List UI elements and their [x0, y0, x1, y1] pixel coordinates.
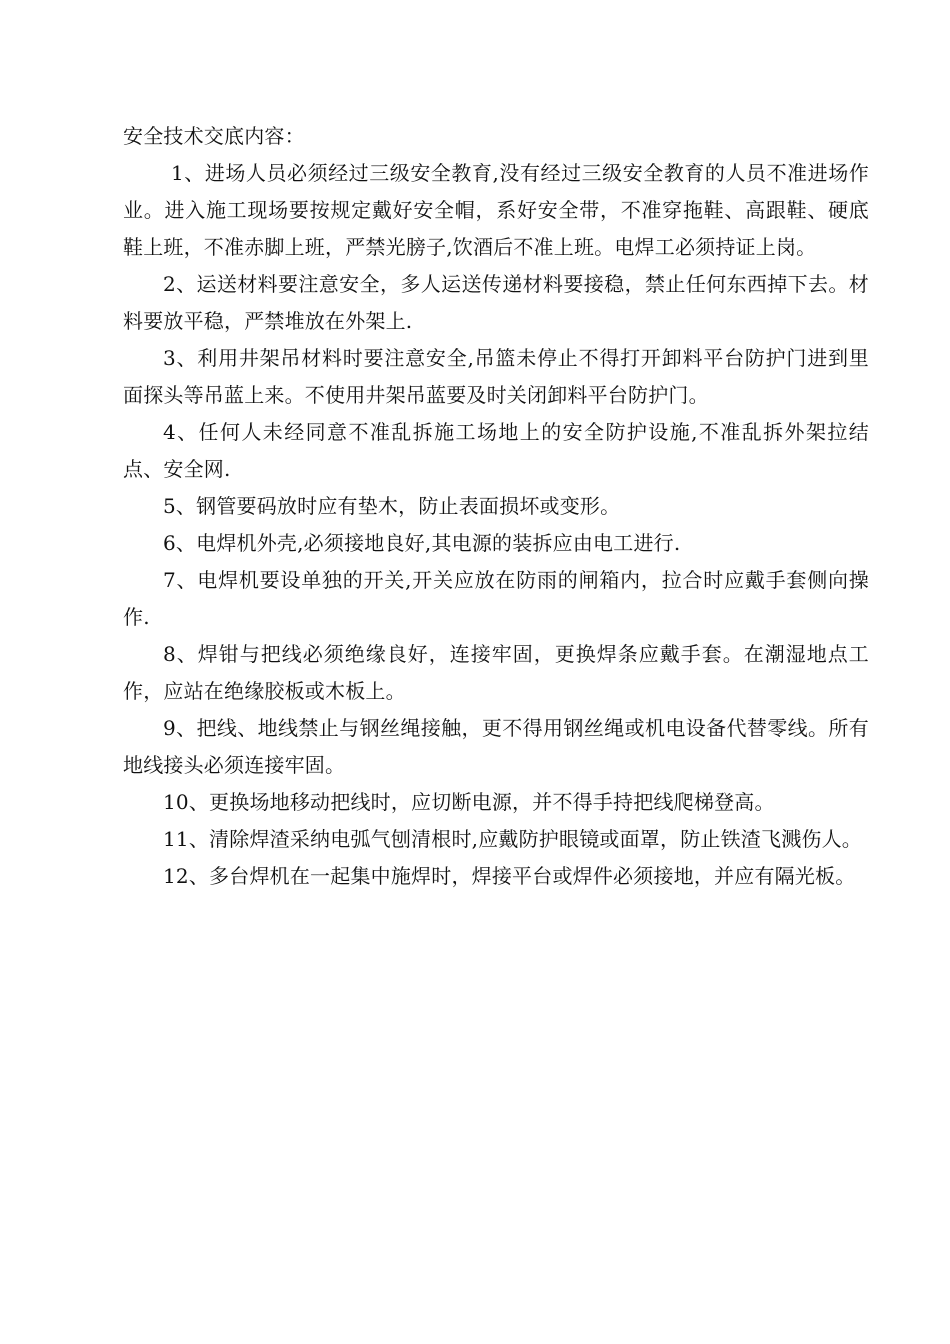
document-body	[123, 118, 869, 895]
paragraph-item-9: 9、把线、地线禁止与钢丝绳接触，更不得用钢丝绳或机电设备代替零线。所有地线接头必须连接牢固。	[123, 716, 869, 777]
paragraph-item-12: 12、多台焊机在一起集中施焊时，焊接平台或焊件必须接地，并应有隔光板。	[163, 864, 856, 888]
section-heading: 安全技术交底内容：	[123, 124, 305, 148]
paragraph-item-11: 11、清除焊渣采纳电弧气刨清根时,应戴防护眼镜或面罩，防止铁渣飞溅伤人。	[163, 827, 863, 851]
paragraph-item-4: 4、任何人未经同意不准乱拆施工场地上的安全防护设施,不准乱拆外架拉结点、安全网.	[123, 420, 869, 481]
paragraph-item-7: 7、电焊机要设单独的开关,开关应放在防雨的闸箱内，拉合时应戴手套侧向操作.	[123, 568, 869, 629]
paragraph-item-10: 10、更换场地移动把线时，应切断电源，并不得手持把线爬梯登高。	[163, 790, 775, 814]
paragraph-item-6: 6、电焊机外壳,必须接地良好,其电源的装拆应由电工进行.	[163, 531, 681, 555]
paragraph-item-2: 2、运送材料要注意安全，多人运送传递材料要接稳，禁止任何东西掉下去。材料要放平稳，严禁堆放在外架上.	[123, 272, 869, 333]
paragraph-item-8: 8、焊钳与把线必须绝缘良好，连接牢固，更换焊条应戴手套。在潮湿地点工作，应站在绝缘胶板或木板上。	[123, 642, 869, 703]
paragraph-item-1: 1、进场人员必须经过三级安全教育,没有经过三级安全教育的人员不准进场作业。进入施工现场要按规定戴好安全帽，系好安全带，不准穿拖鞋、高跟鞋、硬底鞋上班，不准赤脚上班，严禁光膀子,饮酒后不准上班。电焊工必须持证上岗。	[123, 161, 869, 259]
paragraph-item-3: 3、利用井架吊材料时要注意安全,吊篮未停止不得打开卸料平台防护门进到里面探头等吊蓝上来。不使用井架吊蓝要及时关闭卸料平台防护门。	[123, 346, 869, 407]
paragraph-item-5: 5、钢管要码放时应有垫木，防止表面损坏或变形。	[163, 494, 621, 518]
